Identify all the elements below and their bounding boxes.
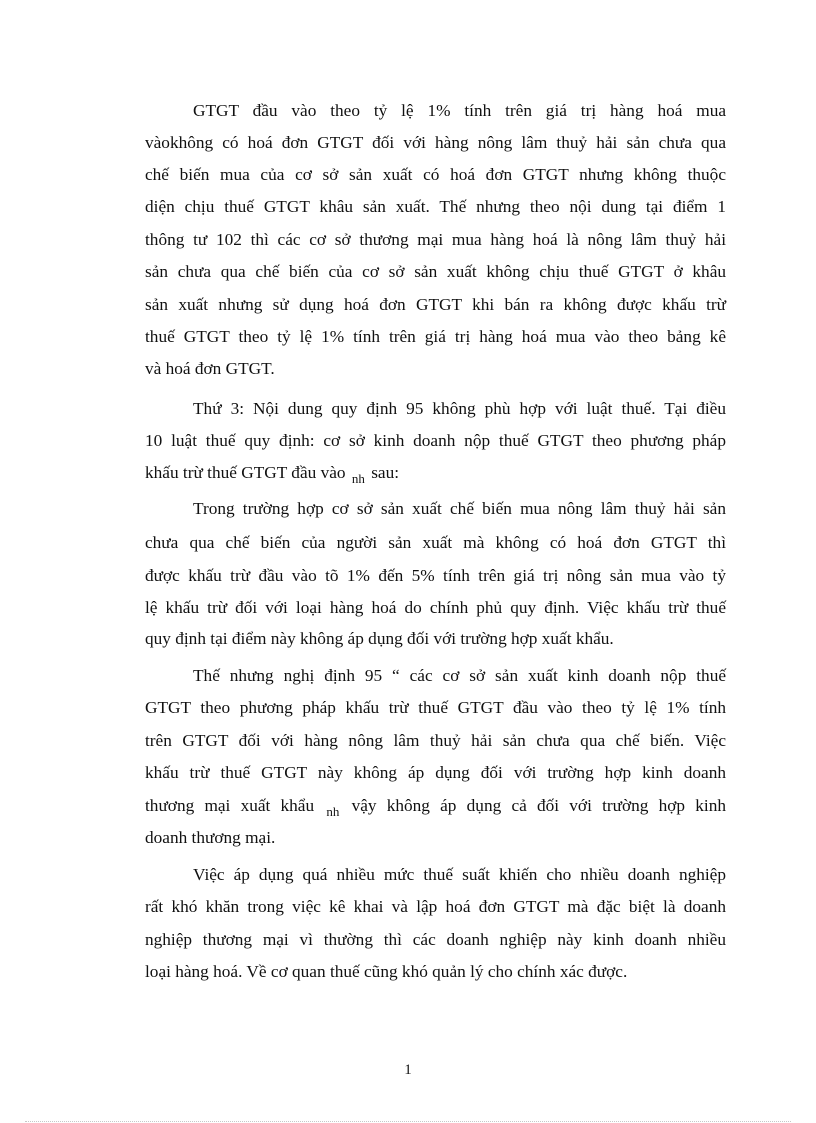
paragraph-5-line-2: rất khó khăn trong việc kê khai và lập hoá đơn GTGT mà đặc biệt là doanh xyxy=(145,897,726,916)
paragraph-3-line-4: lệ khấu trừ đối với loại hàng hoá do chính phủ quy định. Việc khấu trừ thuế xyxy=(145,598,726,617)
paragraph-4-line-5-tail: vậy không áp dụng cả đối với trường hợp kinh xyxy=(351,796,726,815)
paragraph-1-line-1: GTGT đầu vào theo tỷ lệ 1% tính trên giá trị hàng hoá mua xyxy=(193,101,726,120)
paragraph-1-line-6: sản chưa qua chế biến của cơ sở sản xuất không chịu thuế GTGT ở khâu xyxy=(145,262,726,281)
paragraph-2-line-3 xyxy=(145,462,726,485)
paragraph-4-line-3: trên GTGT đối với hàng nông lâm thuỷ hải sản chưa qua chế biến. Việc xyxy=(145,731,726,750)
paragraph-4-line-4: khấu trừ thuế GTGT này không áp dụng đối với trường hợp kinh doanh xyxy=(145,763,726,782)
paragraph-1-line-9: và hoá đơn GTGT. xyxy=(145,359,275,378)
paragraph-1-line-7: sản xuất nhưng sử dụng hoá đơn GTGT khi bán ra không được khấu trừ xyxy=(145,295,726,314)
paragraph-2-line-3-text: khấu trừ thuế GTGT đầu vào xyxy=(145,463,346,482)
paragraph-1-line-8: thuế GTGT theo tỷ lệ 1% tính trên giá trị hàng hoá mua vào theo bảng kê xyxy=(145,327,726,346)
paragraph-4-line-6: doanh thương mại. xyxy=(145,828,276,847)
paragraph-5-line-1: Việc áp dụng quá nhiều mức thuế suất khiến cho nhiều doanh nghiệp xyxy=(193,865,726,884)
paragraph-2-line-1: Thứ 3: Nội dung quy định 95 không phù hợp với luật thuế. Tại điều xyxy=(193,399,726,418)
paragraph-1-line-4: diện chịu thuế GTGT khâu sản xuất. Thế nhưng theo nội dung tại điểm 1 xyxy=(145,197,726,216)
paragraph-4-line-5-text: thương mại xuất khẩu xyxy=(145,796,315,815)
paragraph-2-line-2: 10 luật thuế quy định: cơ sở kinh doanh nộp thuế GTGT theo phương pháp xyxy=(145,431,726,450)
paragraph-3-line-5: quy định tại điểm này không áp dụng đối với trường hợp xuất khẩu. xyxy=(145,629,614,648)
page-number: 1 xyxy=(404,1062,412,1078)
paragraph-3-line-3: được khấu trừ đầu vào tõ 1% đến 5% tính trên giá trị nông sản mua vào tỷ xyxy=(145,566,726,585)
paragraph-1-line-3: chế biến mua của cơ sở sản xuất có hoá đơn GTGT nhưng không thuộc xyxy=(145,165,726,184)
page-bottom-divider xyxy=(25,1121,791,1122)
paragraph-1-line-2: vàokhông có hoá đơn GTGT đối với hàng nông lâm thuỷ hải sản chưa qua xyxy=(145,133,726,152)
subscript-fragment: nh xyxy=(326,804,340,819)
paragraph-1-line-5: thông tư 102 thì các cơ sở thương mại mua hàng hoá là nông lâm thuỷ hải xyxy=(145,230,726,249)
paragraph-5-line-4: loại hàng hoá. Về cơ quan thuế cũng khó quản lý cho chính xác được. xyxy=(145,962,628,981)
paragraph-4-line-1: Thế nhưng nghị định 95 “ các cơ sở sản xuất kinh doanh nộp thuế xyxy=(193,666,726,685)
paragraph-3-line-1: Trong trường hợp cơ sở sản xuất chế biến mua nông lâm thuỷ hải sản xyxy=(193,499,726,518)
paragraph-4-line-5 xyxy=(145,795,726,818)
paragraph-2-line-3-tail: sau: xyxy=(371,463,400,482)
paragraph-5-line-3: nghiệp thương mại vì thường thì các doanh nghiệp này kinh doanh nhiều xyxy=(145,930,726,949)
paragraph-3-line-2: chưa qua chế biến của người sản xuất mà không có hoá đơn GTGT thì xyxy=(145,533,726,552)
subscript-fragment: nh xyxy=(351,471,365,486)
paragraph-4-line-2: GTGT theo phương pháp khấu trừ thuế GTGT đầu vào theo tỷ lệ 1% tính xyxy=(145,698,726,717)
